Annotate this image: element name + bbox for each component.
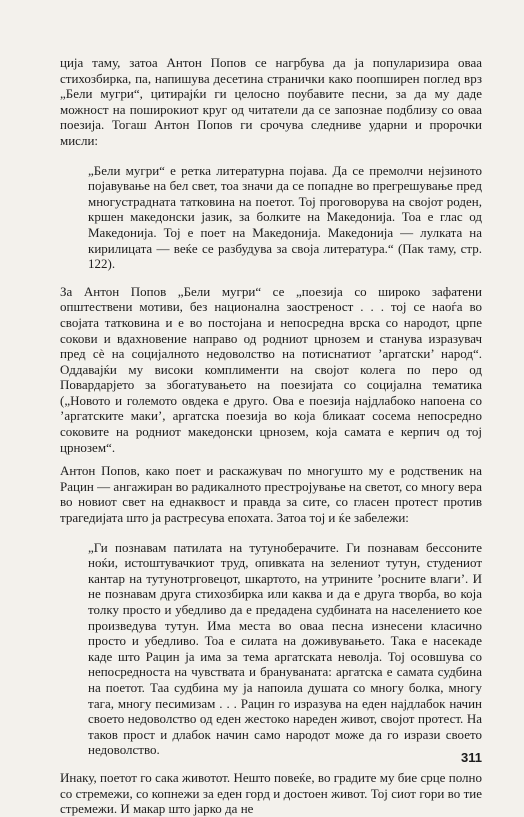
page-number: 311 [461,750,482,765]
quote-1: „Бели мугри“ е ретка литературна појава. Да се премолчи нејзиното појавување на бел свет, тоа значи да се попадне во прегрешување пред многустрадната татковина на поетот. Тој проговорува на својот роден, кршен македонски јазик, за болките на Македонија. Тоа е глас од Македонија. Тој е поет на Македонија. Македонија — лулката на кирилицата — веќе се разбудува за своја литература.“ (Пак таму, стр. 122). [88,162,482,272]
paragraph-3: Антон Попов, како поет и раскажувач по многушто му е родственик на Рацин — ангажиран во радикалното престројување на светот, со многу вера во новиот свет на еднаквост и правда за сите, со гласен протест против трагедијата што ја растресува епохата. Затоа тој и ќе забележи: [60,463,482,526]
paragraph-1: ција таму, затоа Антон Попов се нагрбува да ја популаризира оваа стихозбирка, па, напишува десетина странички како поопширен поглед врз „Бели мугри“, цитирајќи ги целосно поубавите песни, за да му даде можност на поширокиот круг од читатели да се запознае подблизу со оваа поезија. Тогаш Антон Попов ги срочува следниве ударни и пророчки мисли: [60,55,482,148]
paragraph-4: Инаку, поетот го сака животот. Нешто повеќе, во градите му бие срце полно со стремежи, со копнежи за еден горд и достоен живот. Тој сиот гори во тие стремежи. И макар што јарко да не [60,769,482,817]
paragraph-2: За Антон Попов „Бели мугри“ се „поезија со широко зафатени општествени мотиви, без национална заостреност . . . тој се наоѓа во својата татковина и е во постојана и непосредна врска со народот, црпе сокови и вдахновение направо од родниот црнозем и станува изразувач пред сè на социјалното недоволство на потиснатиот ’аргатски’ народ“. Оддавајќи му високи комплименти на својот колега по перо од Повардарјето за збогатувањето на поезијата со социјална тематика („Новото и големото овдека е друго. Ова е поезија најдлабоко напоена со ’аргатските маки’, аргатска поезија во која бликаат сосема непосредно соковите на родниот македонски црнозем, која самата е керпич од тој црнозем“. [60,283,482,455]
quote-2: „Ги познавам патилата на тутуноберачите. Ги познавам бессоните ноќи, истоштувачкиот труд, опивката на зелениот тутун, студениот кантар на тутунотрговецот, шкартото, на утрините ’росните влаги’. И не познавам друга стихозбирка или каква и да е друга творба, во која толку просто и убедливо да е предадена судбината на населението кое произведува тутун. Има места во оваа песна изнесени класично просто и убедливо. Тоа е силата на доживувањето. Така е насекаде каде што Рацин ја има за тема аргатската неволја. Тој осовшува со непосредноста на чувствата и брануваната: аргатска е самата судбина на поетот. Таа судбина му ја напоила душата со многу болка, многу тага, многу песимизам . . . Рацин го изразува на еден најдлабок начин своето недоволство од еден жестоко нареден живот, својот протест. На таков прост и длабок начин само народот може да го изрази своето недоволство. [88,539,482,758]
